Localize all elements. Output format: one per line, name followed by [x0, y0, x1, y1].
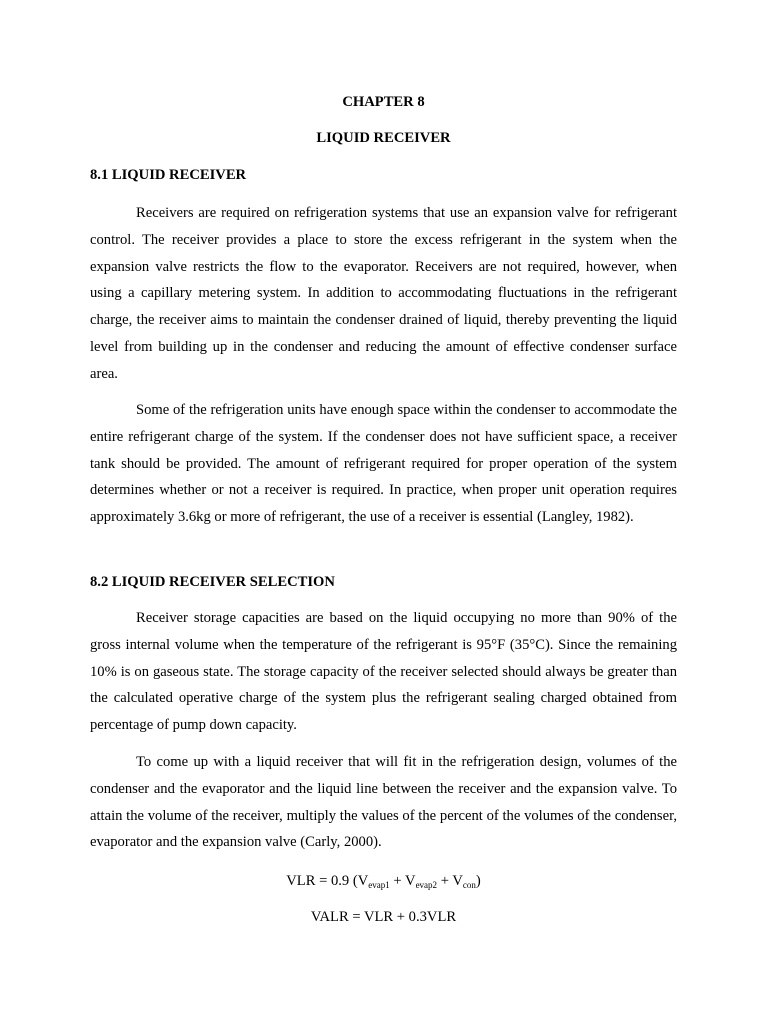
equation-subscript: evap2: [415, 880, 438, 890]
equation-part: ): [475, 873, 481, 889]
equation-part: VLR = 0.9 (V: [286, 873, 369, 889]
paragraph: Receivers are required on refrigeration systems that use an expansion valve for refrigerant control. The receiver provides a place to store the excess refrigerant in the system when the expansion valve restricts the flow to the evaporator. Receivers are not required, however, when using a capillary metering system. In addition to accommodating fluctuations in the refrigerant charge, the receiver aims to maintain the condenser drained of liquid, thereby preventing the liquid level from building up in the condenser and reducing the amount of effective condenser surface area.: [90, 205, 677, 382]
paragraph: To come up with a liquid receiver that will fit in the refrigeration design, volumes of the condenser and the evaporator and the liquid line between the receiver and the expansion valve. To attain the volume of the receiver, multiply the values of the percent of the volumes of the condenser, evaporator and the expansion valve (Carly, 2000).: [90, 754, 677, 851]
equation-part: + V: [389, 873, 416, 889]
chapter-number: CHAPTER 8: [342, 94, 425, 110]
equation-subscript: evap1: [368, 880, 390, 890]
equation-valr: VALR = VLR + 0.3VLR: [310, 909, 457, 925]
paragraph: Receiver storage capacities are based on the liquid occupying no more than 90% of the gross internal volume when the temperature of the refrigerant is 95°F (35°C). Since the remaining 10% is on gaseous state. The storage capacity of the receiver selected should always be greater than the calculated operative charge of the system plus the refrigerant sealing charged obtained from percentage of pump down capacity.: [90, 610, 677, 734]
section-heading-8-2: 8.2 LIQUID RECEIVER SELECTION: [90, 574, 335, 590]
equation-vlr: [90, 871, 677, 891]
section-heading-8-1: 8.1 LIQUID RECEIVER: [90, 167, 247, 183]
paragraph: Some of the refrigeration units have enough space within the condenser to accommodate the entire refrigerant charge of the system. If the condenser does not have sufficient space, a receiver tank should be provided. The amount of refrigerant required for proper operation of the system determines whether or not a receiver is required. In practice, when proper unit operation requires approximately 3.6kg or more of refrigerant, the use of a receiver is essential (Langley, 1982).: [90, 402, 677, 526]
chapter-title: LIQUID RECEIVER: [316, 130, 451, 146]
equation-subscript: con: [462, 880, 476, 890]
equation-part: + V: [437, 873, 463, 889]
